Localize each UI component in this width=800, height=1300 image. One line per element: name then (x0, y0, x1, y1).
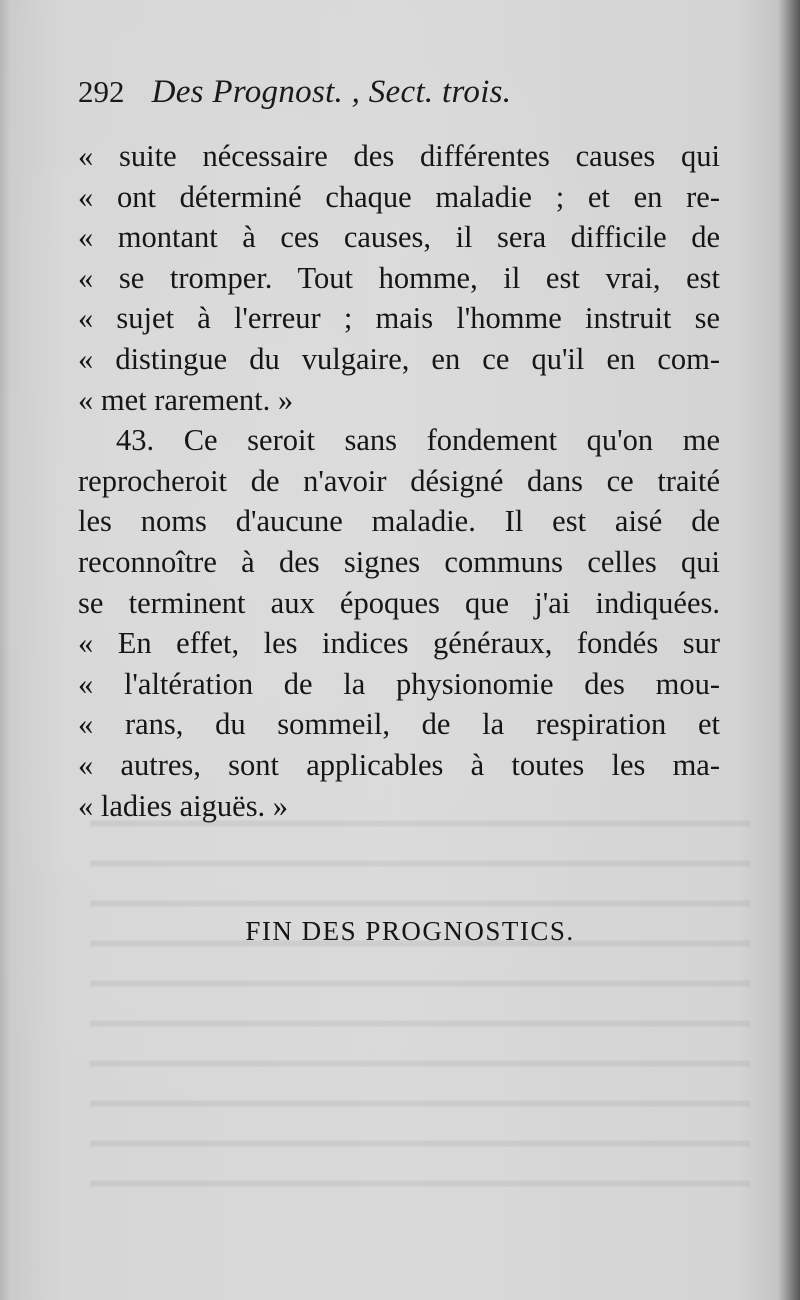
text-line: « met rarement. » (78, 382, 294, 417)
closing-heading: FIN DES PROGNOSTICS. (245, 916, 575, 946)
paragraph-start-line: 43. Ce seroit sans fondement qu'on me (116, 423, 720, 458)
text-line: « ladies aiguës. » (78, 788, 289, 823)
page-number: 292 (78, 74, 125, 109)
text-line: « autres, sont applicables à toutes les ma- (78, 747, 720, 782)
page-binding-shadow (778, 0, 800, 1300)
text-line: « ont déterminé chaque maladie ; et en re- (78, 179, 720, 214)
text-line: « suite nécessaire des différentes causes qui (78, 139, 720, 173)
text-line: « distingue du vulgaire, en ce qu'il en com- (78, 341, 720, 376)
text-line: « l'altération de la physionomie des mou- (78, 666, 720, 701)
text-line: « rans, du sommeil, de la respiration et (78, 707, 720, 742)
text-line: « montant à ces causes, il sera difficile de (78, 220, 720, 255)
body-text (78, 136, 720, 826)
text-line: reprocheroit de n'avoir désigné dans ce traité (78, 463, 720, 498)
text-line: reconnoître à des signes communs celles qui (78, 544, 720, 579)
text-line: les noms d'aucune maladie. Il est aisé de (78, 504, 720, 539)
text-line: « se tromper. Tout homme, il est vrai, est (78, 260, 720, 295)
text-line: « En effet, les indices généraux, fondés sur (78, 626, 720, 661)
text-line: se terminent aux époques que j'ai indiquées. (78, 585, 720, 620)
text-line: « sujet à l'erreur ; mais l'homme instruit se (78, 301, 720, 336)
page-left-shadow (0, 0, 10, 1300)
running-title: Des Prognost. , Sect. trois. (151, 74, 512, 110)
page-header (78, 74, 718, 124)
reverse-page-bleed-through (90, 790, 750, 1210)
